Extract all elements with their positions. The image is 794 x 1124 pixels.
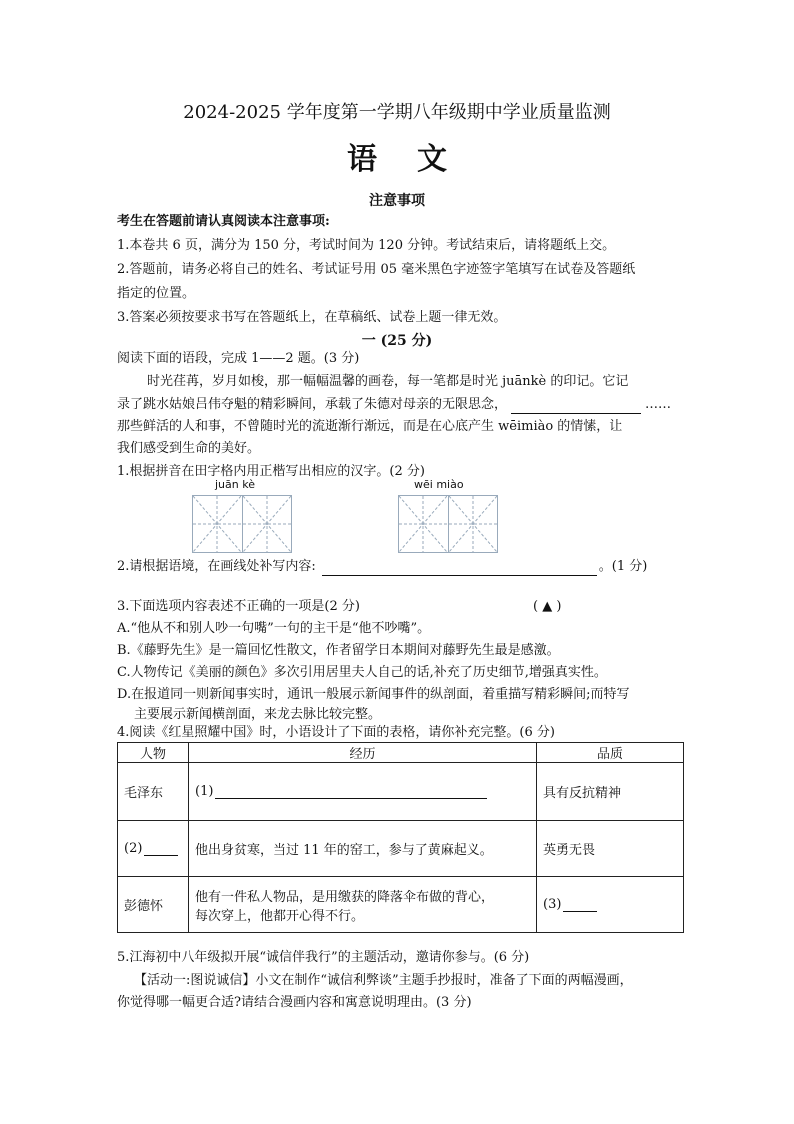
cell-experience[interactable] [189,763,537,821]
blank-label-1: (1) [195,784,214,799]
header-experience: 经历 [189,743,537,763]
blank-3-line[interactable] [563,897,597,912]
notice-lead: 考生在答题前请认真阅读本注意事项: [117,214,330,229]
cell-experience [189,877,537,933]
blank-label-2: (2) [124,841,143,856]
header-quality: 品质 [537,743,684,763]
q3-answer-bracket[interactable]: ( ▲ ) [533,599,562,614]
passage-blank[interactable] [511,399,641,414]
q3-option-b: B.《藤野先生》是一篇回忆性散文，作者留学日本期间对藤野先生最是感激。 [117,643,560,658]
q1-pinyin-2: wēi miào [414,478,464,491]
table-row [118,763,684,821]
cell-person[interactable] [118,821,189,877]
blank-label-3: (3) [543,897,562,912]
character-table [117,742,684,933]
table-header-row [118,743,684,763]
q2-score: 。(1 分) [598,559,648,574]
experience-line-1: 他有一件私人物品，是用缴获的降落伞布做的背心， [195,889,495,905]
reading-intro: 阅读下面的语段，完成 1——2 题。(3 分) [117,351,360,366]
q1-pinyin-1: juān kè [215,478,255,491]
tianzige-cell[interactable] [242,496,290,552]
cell-quality[interactable] [537,877,684,933]
q5-activity-line-2: 你觉得哪一幅更合适?请结合漫画内容和寓意说明理由。(3 分) [117,995,472,1010]
passage-line-2-text: 录了跳水姑娘吕伟夺魁的精彩瞬间，承载了朱德对母亲的无限思念， [117,397,508,412]
notice-item-1: 1.本卷共 6 页，满分为 150 分，考试时间为 120 分钟。考试结束后，请将题纸上交。 [117,238,616,253]
cell-experience: 他出身贫寒，当过 11 年的窑工，参与了黄麻起义。 [189,821,537,877]
blank-2-line[interactable] [144,841,178,856]
q3-option-d: D.在报道同一则新闻事实时，通讯一般展示新闻事件的纵剖面，着重描写精彩瞬间;而特写 [117,687,630,702]
notice-heading: 注意事项 [369,193,425,209]
section-title: 一 (25 分) [361,333,433,349]
q5-text: 5.江海初中八年级拟开展“诚信伴我行”的主题活动，邀请你参与。(6 分) [117,950,530,965]
cell-person: 毛泽东 [118,763,189,821]
experience-line-2: 每次穿上，他都开心得不行。 [195,908,365,924]
tianzige-cell[interactable] [193,496,241,552]
passage-line-4: 我们感受到生命的美好。 [117,441,261,456]
q3-option-c: C.人物传记《美丽的颜色》多次引用居里夫人自己的话,补充了历史细节,增强真实性。 [117,665,607,680]
table-row [118,877,684,933]
header-person: 人物 [118,743,189,763]
q3-text: 3.下面选项内容表述不正确的一项是(2 分) [117,599,360,614]
q5-activity-line-1: 【活动一:图说诚信】小文在制作“诚信利弊谈”主题手抄报时，准备了下面的两幅漫画， [134,973,633,988]
q3-option-d-cont: 主要展示新闻横剖面，来龙去脉比较完整。 [134,707,382,722]
tianzige-cell[interactable] [399,496,447,552]
cell-quality: 英勇无畏 [537,821,684,877]
tianzige-box-2[interactable] [398,495,498,553]
passage-line-2 [117,396,671,414]
passage-line-3: 那些鲜活的人和事，不曾随时光的流逝渐行渐远，而是在心底产生 wēimiào 的情愫，让 [117,419,623,434]
tianzige-cell[interactable] [448,496,496,552]
q1-text: 1.根据拼音在田字格内用正楷写出相应的汉字。(2 分) [117,464,425,479]
blank-1-line[interactable] [215,784,487,799]
q2-answer-blank[interactable] [322,561,597,576]
notice-item-3: 3.答案必须按要求书写在答题纸上，在草稿纸、试卷上题一律无效。 [117,310,507,325]
cell-quality: 具有反抗精神 [537,763,684,821]
subject-title: 语文 [347,142,487,177]
notice-item-2-cont: 指定的位置。 [117,286,196,301]
notice-item-2: 2.答题前，请务必将自己的姓名、考试证号用 05 毫米黑色字迹签字笔填写在试卷及答题纸 [117,262,636,277]
cell-person: 彭德怀 [118,877,189,933]
exam-title: 2024-2025 学年度第一学期八年级期中学业质量监测 [183,102,611,123]
q2-text: 2.请根据语境，在画线处补写内容: [117,559,316,574]
passage-line-1: 时光荏苒，岁月如梭，那一幅幅温馨的画卷，每一笔都是时光 juānkè 的印记。它记 [147,374,629,389]
q4-text: 4.阅读《红星照耀中国》时，小语设计了下面的表格，请你补充完整。(6 分) [117,725,555,740]
passage-ellipsis: …… [645,397,672,412]
q3-option-a: A.“他从不和别人吵一句嘴”一句的主干是“他不吵嘴”。 [117,621,431,636]
table-row [118,821,684,877]
q2-line [117,558,647,576]
tianzige-box-1[interactable] [192,495,292,553]
